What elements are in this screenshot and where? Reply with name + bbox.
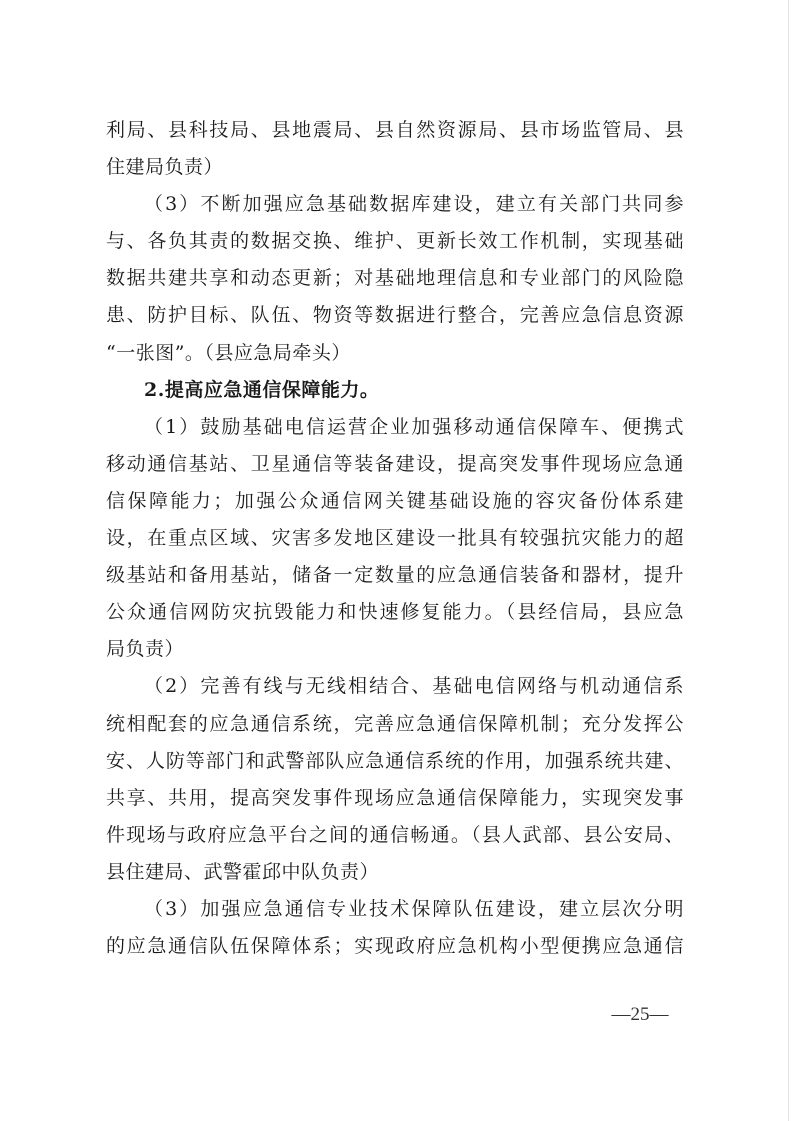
text-line: 公众通信网防灾抗毁能力和快速修复能力。（县经信局，县应急 [106, 601, 684, 624]
text-line: 信保障能力；加强公众通信网关键基础设施的容灾备份体系建 [106, 489, 684, 512]
text-line: 安、人防等部门和武警部队应急通信系统的作用，加强系统共建、 [106, 749, 684, 772]
text-line: 患、防护目标、队伍、物资等数据进行整合，完善应急信息资源 [106, 304, 684, 327]
text-line: 利局、县科技局、县地震局、县自然资源局、县市场监管局、县 [106, 119, 684, 141]
text-line: 与、各负其责的数据交换、维护、更新长效工作机制，实现基础 [106, 230, 684, 253]
text-line: 住建局负责） [106, 156, 224, 179]
text-line: 统相配套的应急通信系统，完善应急通信保障机制；充分发挥公 [106, 712, 684, 735]
text-line: 件现场与政府应急平台之间的通信畅通。（县人武部、县公安局、 [106, 823, 684, 846]
page-number: —25— [611, 1004, 669, 1025]
page-edge-line [788, 0, 789, 1121]
text-line: 局负责） [106, 638, 185, 661]
text-line: 共享、共用，提高突发事件现场应急通信保障能力，实现突发事 [106, 786, 684, 809]
text-line: （3）加强应急通信专业技术保障队伍建设，建立层次分明 [144, 897, 684, 920]
text-line: 县住建局、武警霍邱中队负责） [106, 860, 380, 883]
text-line: 的应急通信队伍保障体系；实现政府应急机构小型便携应急通信 [106, 935, 684, 958]
text-line: 级基站和备用基站，储备一定数量的应急通信装备和器材，提升 [106, 564, 684, 587]
text-line: 数据共建共享和动态更新；对基础地理信息和专业部门的风险隐 [106, 267, 684, 290]
document-body [106, 112, 684, 965]
text-line: 移动通信基站、卫星通信等装备建设，提高突发事件现场应急通 [106, 452, 684, 475]
text-line: （1）鼓励基础电信运营企业加强移动通信保障车、便携式 [144, 415, 684, 438]
text-line: （2）完善有线与无线相结合、基础电信网络与机动通信系 [144, 675, 684, 698]
text-line: 设，在重点区域、灾害多发地区建设一批具有较强抗灾能力的超 [106, 527, 684, 550]
text-line: “一张图”。（县应急局牵头） [106, 341, 351, 364]
section-heading: 2.提高应急通信保障能力。 [144, 378, 380, 401]
text-line: （3）不断加强应急基础数据库建设，建立有关部门共同参 [144, 193, 684, 216]
